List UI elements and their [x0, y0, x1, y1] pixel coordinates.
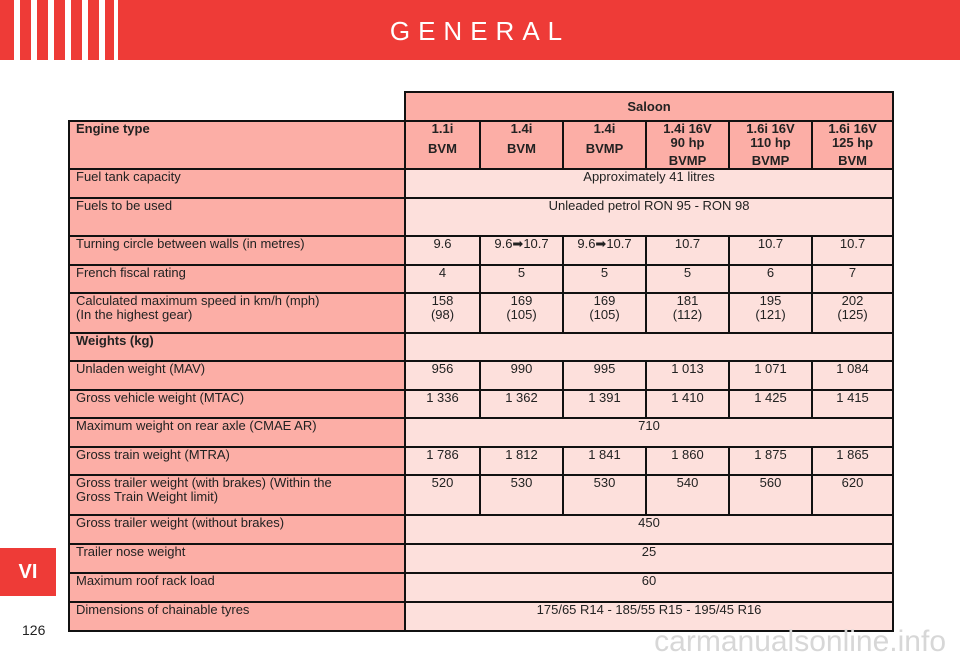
speed-mph: (112) — [672, 307, 703, 322]
table-cell: 1 875 — [729, 447, 812, 475]
weights-section-row — [69, 333, 893, 361]
table-cell: 10.7 — [729, 236, 812, 265]
gearbox-code: BVM — [428, 141, 457, 156]
table-row — [69, 573, 893, 602]
table-row — [69, 92, 893, 121]
table-cell: 5 — [563, 265, 646, 293]
engine-name: 1.4i 16V — [663, 121, 712, 136]
table-cell: 9.6➡10.7 — [563, 236, 646, 265]
table-cell: 560 — [729, 475, 812, 515]
table-row — [69, 361, 893, 390]
table-cell: 9.6➡10.7 — [480, 236, 563, 265]
table-cell: 7 — [812, 265, 893, 293]
row-label: Turning circle between walls (in metres) — [69, 236, 405, 265]
table-cell: 540 — [646, 475, 729, 515]
row-value: 450 — [405, 515, 893, 544]
row-label: Dimensions of chainable tyres — [69, 602, 405, 631]
empty-corner-cell — [69, 92, 405, 121]
engine-name: 1.4i — [593, 121, 616, 136]
speed-mph: (105) — [589, 307, 620, 322]
table-cell — [405, 293, 480, 333]
speed-mph: (105) — [506, 307, 537, 322]
row-label-line: (In the highest gear) — [76, 307, 193, 322]
table-cell: 1 841 — [563, 447, 646, 475]
table-cell: 10.7 — [812, 236, 893, 265]
table-row — [69, 169, 893, 198]
table-row — [69, 475, 893, 515]
engine-name: 1.1i — [431, 121, 454, 136]
row-label-line: Gross trailer weight (with brakes) (Within the — [76, 475, 332, 490]
engine-name: 1.4i — [510, 121, 533, 136]
page-header-band — [0, 0, 960, 60]
row-label — [69, 293, 405, 333]
engine-column-header — [646, 121, 729, 169]
table-cell: 530 — [480, 475, 563, 515]
table-cell: 1 391 — [563, 390, 646, 418]
row-label: Maximum weight on rear axle (CMAE AR) — [69, 418, 405, 447]
gearbox-code: BVMP — [668, 153, 707, 168]
table-cell: 9.6 — [405, 236, 480, 265]
row-value: Unleaded petrol RON 95 - RON 98 — [405, 198, 893, 236]
row-label: Gross vehicle weight (MTAC) — [69, 390, 405, 418]
table-row — [69, 447, 893, 475]
row-label: Gross trailer weight (without brakes) — [69, 515, 405, 544]
row-label: Fuel tank capacity — [69, 169, 405, 198]
row-label-line: Calculated maximum speed in km/h (mph) — [76, 293, 320, 308]
engine-name: 1.6i 16V — [746, 121, 795, 136]
speed-kmh: 195 — [759, 293, 782, 308]
engine-type-row — [69, 121, 893, 169]
engine-type-label: Engine type — [69, 121, 405, 169]
table-cell — [646, 293, 729, 333]
empty-cell — [405, 333, 893, 361]
table-cell: 1 415 — [812, 390, 893, 418]
table-cell — [480, 293, 563, 333]
table-cell: 1 860 — [646, 447, 729, 475]
row-label: French fiscal rating — [69, 265, 405, 293]
page-title: GENERAL — [389, 16, 571, 46]
row-value: 175/65 R14 - 185/55 R15 - 195/45 R16 — [405, 602, 893, 631]
table-cell: 520 — [405, 475, 480, 515]
speed-kmh: 169 — [593, 293, 616, 308]
table-cell — [563, 293, 646, 333]
table-cell: 1 336 — [405, 390, 480, 418]
engine-power: 110 hp — [750, 135, 791, 150]
watermark: carmanualsonline.info — [654, 625, 946, 658]
table-cell: 1 410 — [646, 390, 729, 418]
table-cell: 1 812 — [480, 447, 563, 475]
table-cell: 990 — [480, 361, 563, 390]
table-cell: 10.7 — [646, 236, 729, 265]
gearbox-code: BVMP — [751, 153, 790, 168]
speed-kmh: 158 — [431, 293, 454, 308]
table-cell: 956 — [405, 361, 480, 390]
chapter-tab: VI — [0, 548, 56, 596]
row-value: 710 — [405, 418, 893, 447]
row-label: Maximum roof rack load — [69, 573, 405, 602]
row-label-line: Gross Train Weight limit) — [76, 489, 219, 504]
gearbox-code: BVM — [507, 141, 536, 156]
row-value: 60 — [405, 573, 893, 602]
table-row — [69, 236, 893, 265]
table-cell: 1 362 — [480, 390, 563, 418]
engine-column-header — [405, 121, 480, 169]
table-cell — [812, 293, 893, 333]
table-cell: 5 — [646, 265, 729, 293]
engine-power: 90 hp — [670, 135, 705, 150]
table-cell: 5 — [480, 265, 563, 293]
speed-kmh: 202 — [841, 293, 864, 308]
gearbox-code: BVMP — [585, 141, 624, 156]
speed-mph: (121) — [755, 307, 786, 322]
row-label: Trailer nose weight — [69, 544, 405, 573]
table-row — [69, 418, 893, 447]
table-cell: 1 425 — [729, 390, 812, 418]
engine-name: 1.6i 16V — [828, 121, 877, 136]
speed-kmh: 181 — [676, 293, 699, 308]
table-row — [69, 198, 893, 236]
engine-column-header — [480, 121, 563, 169]
table-cell — [729, 293, 812, 333]
row-label: Unladen weight (MAV) — [69, 361, 405, 390]
table-cell: 620 — [812, 475, 893, 515]
specifications-table — [68, 91, 894, 632]
table-cell: 4 — [405, 265, 480, 293]
row-value: 25 — [405, 544, 893, 573]
page-number: 126 — [22, 622, 46, 638]
row-label: Gross train weight (MTRA) — [69, 447, 405, 475]
table-cell: 1 865 — [812, 447, 893, 475]
table-cell: 1 071 — [729, 361, 812, 390]
speed-mph: (98) — [430, 307, 455, 322]
table-row — [69, 515, 893, 544]
table-cell: 995 — [563, 361, 646, 390]
row-label: Fuels to be used — [69, 198, 405, 236]
table-row — [69, 544, 893, 573]
table-cell: 530 — [563, 475, 646, 515]
table-cell: 1 013 — [646, 361, 729, 390]
engine-column-header — [729, 121, 812, 169]
engine-column-header — [812, 121, 893, 169]
table-cell: 1 786 — [405, 447, 480, 475]
weights-section-heading: Weights (kg) — [69, 333, 405, 361]
engine-column-header — [563, 121, 646, 169]
speed-mph: (125) — [837, 307, 868, 322]
row-value: Approximately 41 litres — [405, 169, 893, 198]
table-row — [69, 390, 893, 418]
engine-power: 125 hp — [831, 135, 874, 150]
table-row — [69, 293, 893, 333]
table-cell: 1 084 — [812, 361, 893, 390]
table-row — [69, 265, 893, 293]
saloon-header: Saloon — [405, 92, 893, 121]
gearbox-code: BVM — [838, 153, 867, 168]
speed-kmh: 169 — [510, 293, 533, 308]
row-label — [69, 475, 405, 515]
table-cell: 6 — [729, 265, 812, 293]
